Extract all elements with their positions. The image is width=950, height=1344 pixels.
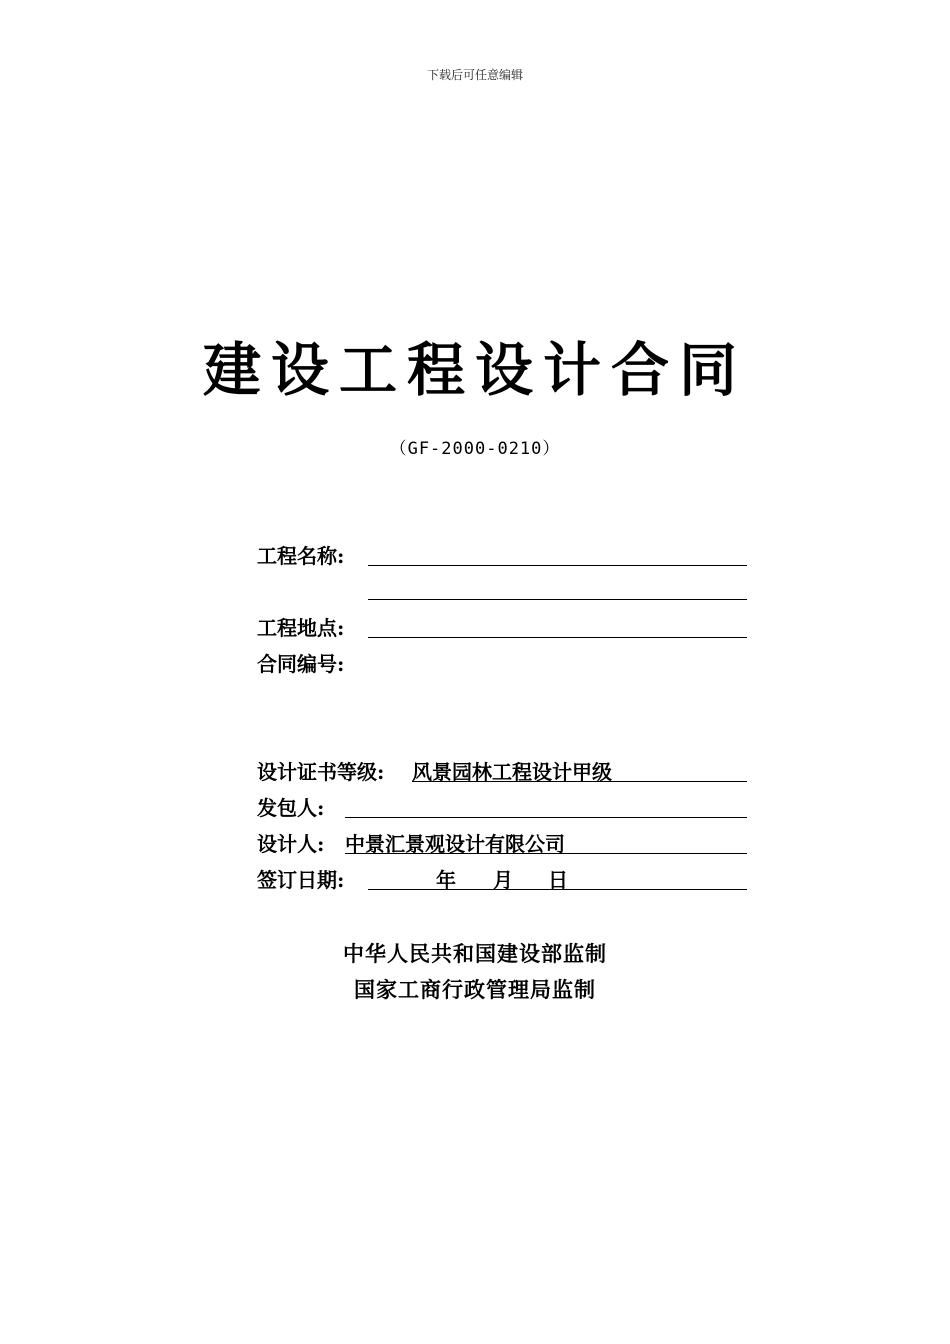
designer-value: 中景汇景观设计有限公司	[345, 832, 565, 856]
designer-line[interactable]	[345, 853, 747, 854]
designer-label: 设计人:	[257, 832, 325, 856]
footer-line-2: 国家工商行政管理局监制	[354, 977, 596, 1002]
footer-line-1: 中华人民共和国建设部监制	[343, 941, 607, 966]
client-line[interactable]	[345, 817, 747, 818]
project-name-label: 工程名称:	[257, 544, 345, 568]
project-location-label: 工程地点:	[257, 616, 345, 640]
sign-date-label: 签订日期:	[257, 868, 345, 892]
project-location-field	[257, 613, 344, 643]
document-title: 建设工程设计合同	[202, 336, 747, 404]
project-name-line-2[interactable]	[368, 599, 747, 600]
cert-level-value: 风景园林工程设计甲级	[412, 760, 612, 784]
sign-date-field	[257, 865, 344, 895]
cert-level-line[interactable]	[412, 781, 747, 782]
contract-no-label: 合同编号:	[257, 652, 345, 676]
project-location-line[interactable]	[368, 637, 747, 638]
document-code: （GF-2000-0210）	[389, 439, 561, 459]
client-field	[257, 793, 324, 823]
header-note: 下载后可任意编辑	[426, 68, 523, 82]
project-name-line-1[interactable]	[368, 565, 747, 566]
cert-level-field	[257, 757, 384, 787]
sign-date-year: 年	[436, 868, 456, 892]
sign-date-line[interactable]	[368, 889, 747, 890]
project-name-field	[257, 541, 344, 571]
cert-level-label: 设计证书等级:	[257, 760, 385, 784]
client-label: 发包人:	[257, 796, 325, 820]
sign-date-day: 日	[548, 868, 568, 892]
contract-no-field	[257, 649, 344, 679]
designer-field	[257, 829, 324, 859]
sign-date-month: 月	[493, 868, 513, 892]
